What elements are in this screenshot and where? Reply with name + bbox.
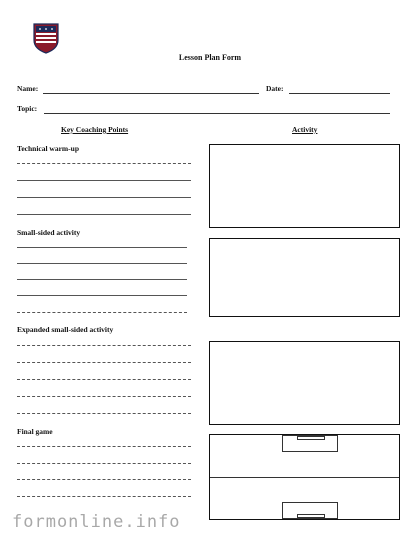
name-label: Name: [17, 84, 39, 93]
coaching-point-line[interactable] [17, 413, 191, 414]
activity-box-technical-warm-up[interactable] [209, 144, 400, 228]
us-soccer-crest-icon [30, 22, 62, 54]
activity-box-final-game-field[interactable] [209, 434, 400, 520]
topic-field[interactable] [44, 113, 390, 114]
section-label-small-sided-activity: Small-sided activity [17, 228, 81, 237]
coaching-point-line[interactable] [17, 214, 191, 215]
watermark: formonline.info [12, 512, 181, 532]
activity-box-expanded-small-sided-activity[interactable] [209, 341, 400, 425]
coaching-point-line[interactable] [17, 479, 191, 480]
coaching-point-line[interactable] [17, 312, 187, 313]
activity-box-small-sided-activity[interactable] [209, 238, 400, 317]
coaching-point-line[interactable] [17, 446, 191, 447]
name-field[interactable] [43, 93, 259, 94]
coaching-point-line[interactable] [17, 396, 191, 397]
bottom-goal [297, 514, 325, 518]
top-goal [297, 436, 325, 440]
coaching-point-line[interactable] [17, 463, 191, 464]
form-title: Lesson Plan Form [178, 53, 242, 62]
coaching-point-line[interactable] [17, 362, 191, 363]
coaching-point-line[interactable] [17, 180, 191, 181]
coaching-point-line[interactable] [17, 496, 191, 497]
coaching-point-line[interactable] [17, 345, 191, 346]
section-label-technical-warm-up: Technical warm-up [17, 144, 80, 153]
coaching-point-line[interactable] [17, 379, 191, 380]
activity-heading: Activity [292, 125, 318, 134]
halfway-line [210, 477, 399, 478]
coaching-point-line[interactable] [17, 295, 187, 296]
coaching-point-line[interactable] [17, 279, 187, 280]
coaching-point-line[interactable] [17, 163, 191, 164]
coaching-point-line[interactable] [17, 263, 187, 264]
coaching-point-line[interactable] [17, 247, 187, 248]
top-goal-area [282, 435, 338, 452]
coaching-point-line[interactable] [17, 197, 191, 198]
key-coaching-points-heading: Key Coaching Points [61, 125, 129, 134]
section-label-final-game: Final game [17, 427, 53, 436]
date-label: Date: [266, 84, 284, 93]
date-field[interactable] [289, 93, 390, 94]
bottom-goal-area [282, 502, 338, 519]
section-label-expanded-small-sided-activity: Expanded small-sided activity [17, 325, 114, 334]
topic-label: Topic: [17, 104, 38, 113]
